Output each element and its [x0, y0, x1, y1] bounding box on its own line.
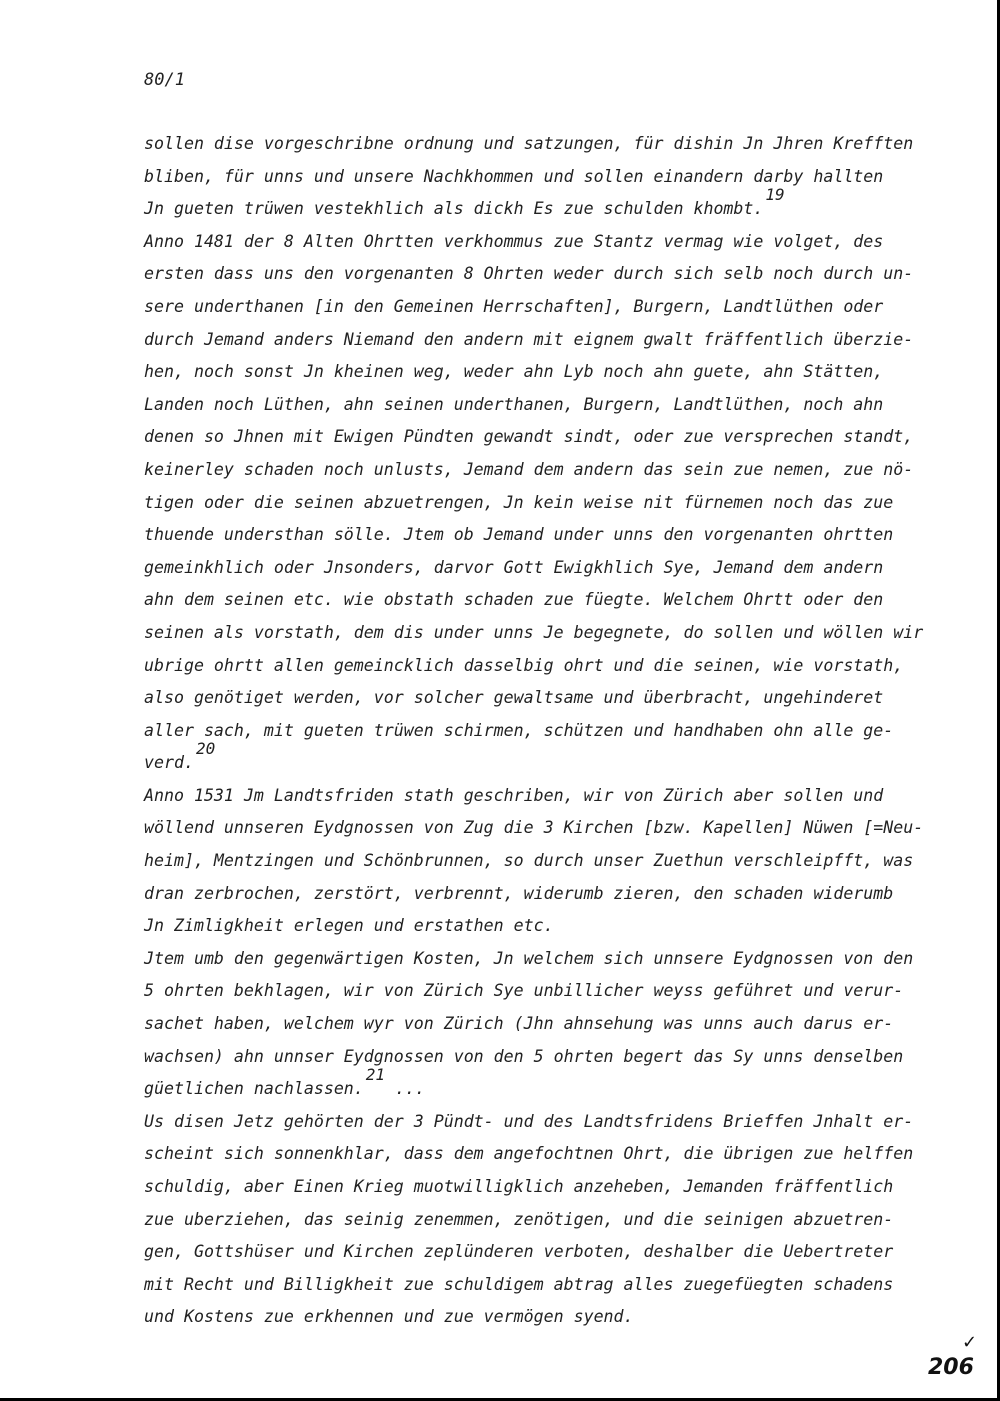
- text-line: [144, 1138, 934, 1171]
- text-line: [144, 739, 934, 780]
- line-text: Us disen Jetz gehörten der 3 Pündt- und des Landtsfridens Brieffen Jnhalt er-: [144, 1111, 914, 1131]
- line-text: wachsen) ahn unnser Eydgnossen von den 5 ohrten begert das Sy unns denselben: [144, 1046, 904, 1066]
- text-line: [144, 584, 934, 617]
- text-line: [144, 943, 934, 976]
- text-line: [144, 291, 934, 324]
- page-number: 80/1: [144, 70, 185, 90]
- text-line: [144, 780, 934, 813]
- footnote-marker: 20: [195, 739, 216, 759]
- text-line: [144, 1041, 934, 1074]
- line-text: sere underthanen [in den Gemeinen Herrschaften], Burgern, Landtlüthen oder: [144, 296, 884, 316]
- line-text: Anno 1531 Jm Landtsfriden stath geschriben, wir von Zürich aber sollen und: [144, 785, 884, 805]
- text-line: [144, 356, 934, 389]
- text-line: [144, 715, 934, 748]
- line-text: Jn gueten trüwen vestekhlich als dickh Es zue schulden khombt.: [144, 199, 764, 219]
- line-text: seinen als vorstath, dem dis under unns Je begegnete, do sollen und wöllen wir: [144, 622, 924, 642]
- text-line: [144, 161, 934, 194]
- line-text: verd.: [144, 753, 194, 773]
- text-line: [144, 1301, 934, 1334]
- line-text: wöllend unnseren Eydgnossen von Zug die 3 Kirchen [bzw. Kapellen] Nüwen [=Neu-: [144, 818, 924, 838]
- line-text: keinerley schaden noch unlusts, Jemand dem andern das sein zue nemen, zue nö-: [144, 459, 914, 479]
- text-line: [144, 1065, 934, 1106]
- text-line: [144, 845, 934, 878]
- line-text: hen, noch sonst Jn kheinen weg, weder ahn Lyb noch ahn guete, ahn Stätten,: [144, 362, 884, 382]
- body-text: [144, 128, 934, 1334]
- text-line: [144, 185, 934, 226]
- line-text: aller sach, mit gueten trüwen schirmen, schützen und handhaben ohn alle ge-: [144, 720, 894, 740]
- text-line: [144, 128, 934, 161]
- line-text: güetlichen nachlassen.: [144, 1079, 364, 1099]
- text-line: [144, 812, 934, 845]
- text-line: [144, 682, 934, 715]
- text-line: [144, 1008, 934, 1041]
- footnote-marker: 19: [765, 185, 785, 205]
- stamp-check: ✓: [962, 1332, 978, 1353]
- line-text: scheint sich sonnenkhlar, dass dem angefochtnen Ohrt, die übrigen zue helffen: [144, 1144, 914, 1164]
- text-line: [144, 487, 934, 520]
- line-text: dran zerbrochen, zerstört, verbrennt, widerumb zieren, den schaden widerumb: [144, 883, 894, 903]
- line-text: gemeinkhlich oder Jnsonders, darvor Gott Ewigkhlich Sye, Jemand dem andern: [144, 557, 884, 577]
- text-line: [144, 389, 934, 422]
- line-text: zue uberziehen, das seinig zenemmen, zenötigen, und die seinigen abzuetren-: [144, 1209, 894, 1229]
- text-line: [144, 454, 934, 487]
- text-line: [144, 1204, 934, 1237]
- text-line: [144, 519, 934, 552]
- text-line: [144, 1236, 934, 1269]
- line-text: sachet haben, welchem wyr von Zürich (Jhn ahnsehung was unns auch darus er-: [144, 1014, 894, 1034]
- text-line: [144, 1171, 934, 1204]
- text-line: [144, 1269, 934, 1302]
- stamp-number: 206: [928, 1355, 974, 1380]
- text-line: [144, 324, 934, 357]
- line-text: gen, Gottshüser und Kirchen zeplünderen verboten, deshalber die Uebertreter: [144, 1242, 894, 1262]
- line-text: Jtem umb den gegenwärtigen Kosten, Jn welchem sich unnsere Eydgnossen von den: [144, 948, 914, 968]
- text-line: [144, 421, 934, 454]
- line-text: bliben, für unns und unsere Nachkhommen und sollen einandern darby hallten: [144, 166, 884, 186]
- line-text: sollen dise vorgeschribne ordnung und satzungen, für dishin Jn Jhren Krefften: [144, 134, 914, 153]
- line-text: und Kostens zue erkhennen und zue vermögen syend.: [144, 1307, 634, 1327]
- line-text: durch Jemand anders Niemand den andern mit eignem gwalt fräffentlich überzie-: [144, 329, 914, 349]
- line-text: Landen noch Lüthen, ahn seinen underthanen, Burgern, Landtlüthen, noch ahn: [144, 394, 884, 414]
- line-text: ubrige ohrtt allen gemeincklich dasselbig ohrt und die seinen, wie vorstath,: [144, 655, 904, 675]
- line-text: tigen oder die seinen abzuetrengen, Jn kein weise nit fürnemen noch das zue: [144, 492, 894, 512]
- text-line: [144, 258, 934, 291]
- line-text: 5 ohrten bekhlagen, wir von Zürich Sye unbillicher weyss geführet und verur-: [144, 981, 904, 1001]
- line-text: also genötiget werden, vor solcher gewaltsame und überbracht, ungehinderet: [144, 688, 884, 708]
- text-line: [144, 650, 934, 683]
- text-line: [144, 617, 934, 650]
- text-line: [144, 226, 934, 259]
- line-text: heim], Mentzingen und Schönbrunnen, so durch unser Zuethun verschleipfft, was: [144, 851, 914, 871]
- handwritten-stamp-icon: [926, 1326, 986, 1386]
- text-line: [144, 878, 934, 911]
- line-text: Anno 1481 der 8 Alten Ohrtten verkhommus zue Stantz vermag wie volget, des: [144, 231, 884, 251]
- line-continuation: ...: [385, 1079, 426, 1099]
- line-text: thuende understhan sölle. Jtem ob Jemand under unns den vorgenanten ohrtten: [144, 525, 894, 545]
- line-text: ersten dass uns den vorgenanten 8 Ohrten weder durch sich selb noch durch un-: [144, 264, 914, 284]
- line-text: denen so Jhnen mit Ewigen Pündten gewandt sindt, oder zue versprechen standt,: [144, 427, 914, 447]
- line-text: schuldig, aber Einen Krieg muotwilligklich anzeheben, Jemanden fräffentlich: [144, 1177, 894, 1196]
- text-line: [144, 975, 934, 1008]
- text-line: [144, 910, 934, 943]
- line-text: Jn Zimligkheit erlegen und erstathen etc.: [144, 916, 554, 936]
- text-line: [144, 1106, 934, 1139]
- line-text: ahn dem seinen etc. wie obstath schaden zue füegte. Welchem Ohrtt oder den: [144, 590, 884, 610]
- archive-stamp: [926, 1326, 986, 1386]
- text-line: [144, 552, 934, 585]
- footnote-marker: 21: [365, 1065, 386, 1085]
- line-text: mit Recht und Billigkheit zue schuldigem abtrag alles zuegefüegten schadens: [144, 1274, 894, 1294]
